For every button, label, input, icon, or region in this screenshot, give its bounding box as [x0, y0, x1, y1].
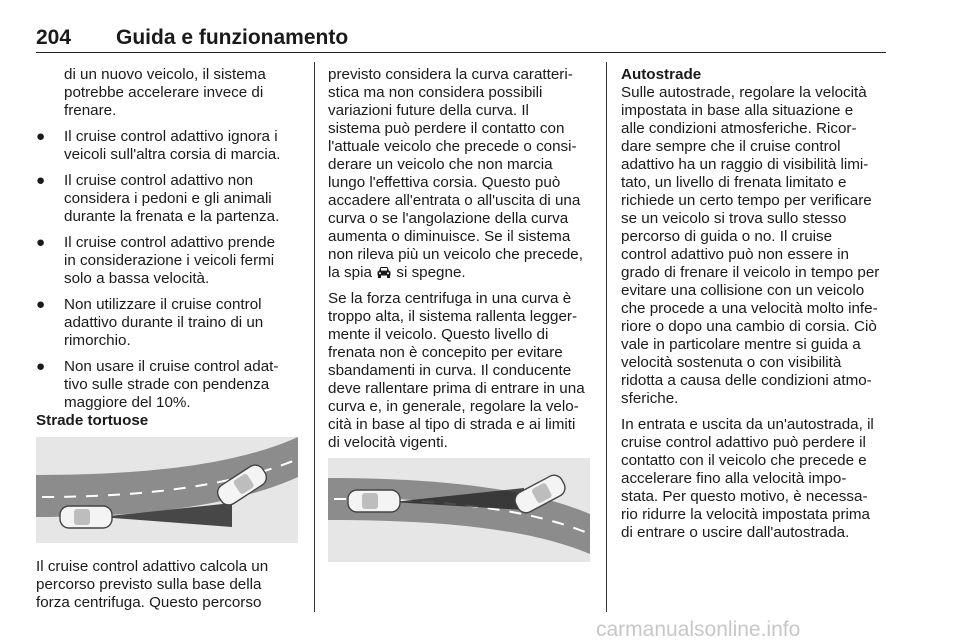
bullet-icon: ● — [36, 296, 46, 313]
heading-winding-roads: Strade tortuose — [36, 412, 149, 429]
list-item: ● Non usare il cruise control adat- tivo sulle strade con pendenza maggiore del 10%. — [36, 358, 279, 411]
watermark: carmanualsonline.info — [596, 618, 801, 641]
list-item: ● Non utilizzare il cruise control adattivo durante il traino di un rimorchio. — [36, 296, 264, 349]
paragraph-curve-prediction: previsto considera la curva caratteri- stica ma non considera possibili variazioni future della curva. Il sistema può perdere il contatto con l'attuale veicolo che precede o consi- derare un veicolo che non marcia lungo l'effettiva corsia. Questo può accadere all'entrata o all'uscita di una curva o se l'angolazione della curva aumenta o diminuisce. Se il sistema non rileva più un veicolo che precede, la spia si spegne. — [328, 66, 583, 281]
illustration-curve-1 — [36, 437, 298, 543]
column-left — [36, 66, 298, 420]
paragraph-highway-entry-exit: In entrata e uscita da un'autostrada, il cruise control adattivo può perdere il contatto con il veicolo che precede e accelerare fino alla velocità impo- stata. Per questo motivo, è necessa- rio ridurre la velocità impostata prima di entrare o uscire dall'autostrada. — [621, 416, 874, 541]
list-item: ● Il cruise control adattivo ignora i veicoli sull'altra corsia di marcia. — [36, 128, 281, 163]
column-middle — [328, 66, 594, 460]
paragraph-curve-calc: Il cruise control adattivo calcola un percorso previsto sulla base della forza centrifuga. Questo percorso — [36, 558, 269, 611]
paragraph-highways: Autostrade Sulle autostrade, regolare la velocità impostata in base alla situazione e alle condizioni atmosferiche. Ricor- dare sempre che il cruise control adattivo ha un raggio di visibilità limi- tato, un livello di frenata limitato e richiede un certo tempo per verificare se un veicolo si trova sullo stesso percorso di guida o no. Il cruise control adattivo può non essere in grado di frenare il veicolo in tempo per evitare una collisione con un veicolo che procede a una velocità molto infe- riore o dopo una cambio di corsia. Ciò vale in particolare mentre si guida a velocità sostenuta o con visibilità ridotta a causa delle condizioni atmo- sferiche. — [621, 66, 891, 408]
vehicle-ahead-indicator-icon — [376, 265, 392, 279]
heading-highways: Autostrade — [621, 66, 702, 83]
page-number: 204 — [36, 26, 72, 49]
paragraph-centrifugal-force: Se la forza centrifuga in una curva è troppo alta, il sistema rallenta legger- mente il veicolo. Questo livello di frenata non è concepito per evitare sbandamenti in curva. Il conducente deve rallentare prima di entrare in una curva e, in generale, regolare la velo- cità in base al tipo di strada e ai limiti di velocità vigenti. — [328, 290, 585, 451]
bullet-icon: ● — [36, 234, 46, 251]
own-car — [348, 490, 400, 512]
list-item: ● Il cruise control adattivo non considera i pedoni e gli animali durante la frenata e la partenza. — [36, 172, 280, 225]
header-rule — [36, 52, 886, 53]
bullet-icon: ● — [36, 172, 46, 189]
bullet-icon: ● — [36, 128, 46, 145]
page-header — [36, 26, 886, 52]
continued-text: di un nuovo veicolo, il sistema potrebbe accelerare invece di frenare. — [64, 66, 266, 119]
bullet-icon: ● — [36, 358, 46, 375]
column-divider-1 — [314, 62, 315, 612]
own-car — [60, 506, 112, 528]
column-divider-2 — [606, 62, 607, 612]
heading-winding-roads-block — [36, 412, 298, 430]
illustration-curve-2 — [328, 458, 590, 562]
list-item: ● Il cruise control adattivo prende in considerazione i veicoli fermi solo a bassa velocità. — [36, 234, 276, 287]
section-title: Guida e funzionamento — [116, 26, 349, 49]
column-right — [621, 66, 891, 550]
